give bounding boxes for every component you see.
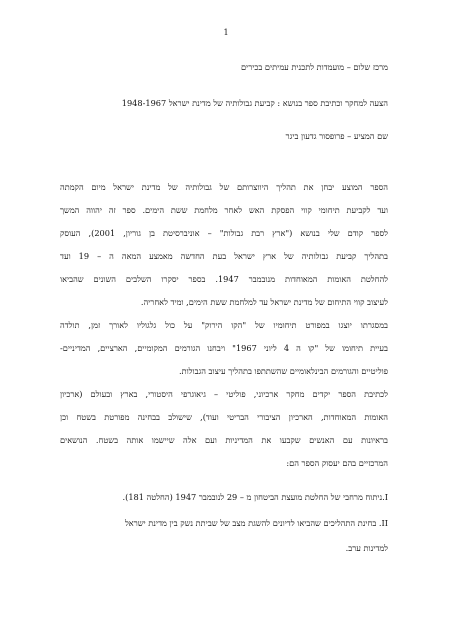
body-line: במסגרתו יוצגו במפורט תיחומיו של "הקו הירוק" על כול גלגוליו לאורך זמן, תולדה [60,320,388,330]
body-line: המרכזיים בהם יעסוק הספר הם: [286,458,388,468]
header-proposer: שם המציע – פרופסור גדעון ביגר [285,131,388,141]
body-line: לספר קודם שלי בנושא ("ארץ רבת גבולות" – אוניברסיטת בן גוריון, 2001), העוסק [60,228,388,238]
body-line: לכתיבת הספר יקדים מחקר ארכיוני, פוליטי – גיאוגרפי היסטורי, בארץ ובעולם (ארכיון [60,389,388,399]
body-line: בעיית תיחומו של "קו ה 4 ליוני 1967" ויבחנו הגורמים המקומיים, הארציים, המדיניים- [60,343,388,353]
page-number: 1 [223,28,229,37]
topic-marker: II. [378,518,388,528]
body-line: להחלטת האומות המאוחדות מנובמבר 1947. בספר יסקרו השלבים השונים שהביאו [60,274,388,284]
body-line: הספר המוצע יבחן את תהליך היווצרותם של גבולותיה של מדינת ישראל מיום הקמתה [60,182,388,192]
body-line: בתהליך קביעת גבולותיה של ארץ ישראל בעת החדשה מאמצע המאה ה – 19 ועד [60,251,388,261]
topic-item [60,492,388,503]
topic-item-continued [60,543,388,554]
header-proposal: הצעה למחקר וכתיבת ספר בנושא : קביעת גבולותיה של מדינת ישראל 1948-1967 [121,98,388,108]
topic-text: ניתוח מרחבי של החלטת מועצת הביטחון מ – 29 לנובמבר 1947 (החלטה 181). [122,492,383,502]
body-line: בראיונות עם האנשים שקבעו את המדיניות ועם אלה שיישמו אותה בשטח. הנושאים [60,435,388,445]
body-line: האומות המאוחדות, הארכיון הציבורי הבריטי ועוד), שישולב בבחינה מפורטת בשטח וכן [60,412,388,422]
topic-text: בחינת התהליכים שהביאו לדיונים להשגת מצב של שביתת נשק בין מדינת ישראל [124,518,377,528]
topic-item [60,518,388,529]
body-line: לעיצוב קווי התיחום של מדינת ישראל עד למלחמת ששת הימים, ומיד לאחריה. [140,297,388,307]
topic-text: למדינות ערב. [345,543,388,553]
header-organization: מרכז שלום – מועמדות לתכנית עמיתים בכירים [240,62,388,72]
topic-marker: I. [382,492,388,502]
body-line: פוליטיים והגורמים הבינלאומיים שהשתתפו בתהליך עיצוב הגבולות. [178,366,388,376]
body-line: ועד לקביעת תיחומי קווי הפסקת האש לאחר מלחמת ששת הימים. ספר זה יהווה המשך [60,205,388,215]
